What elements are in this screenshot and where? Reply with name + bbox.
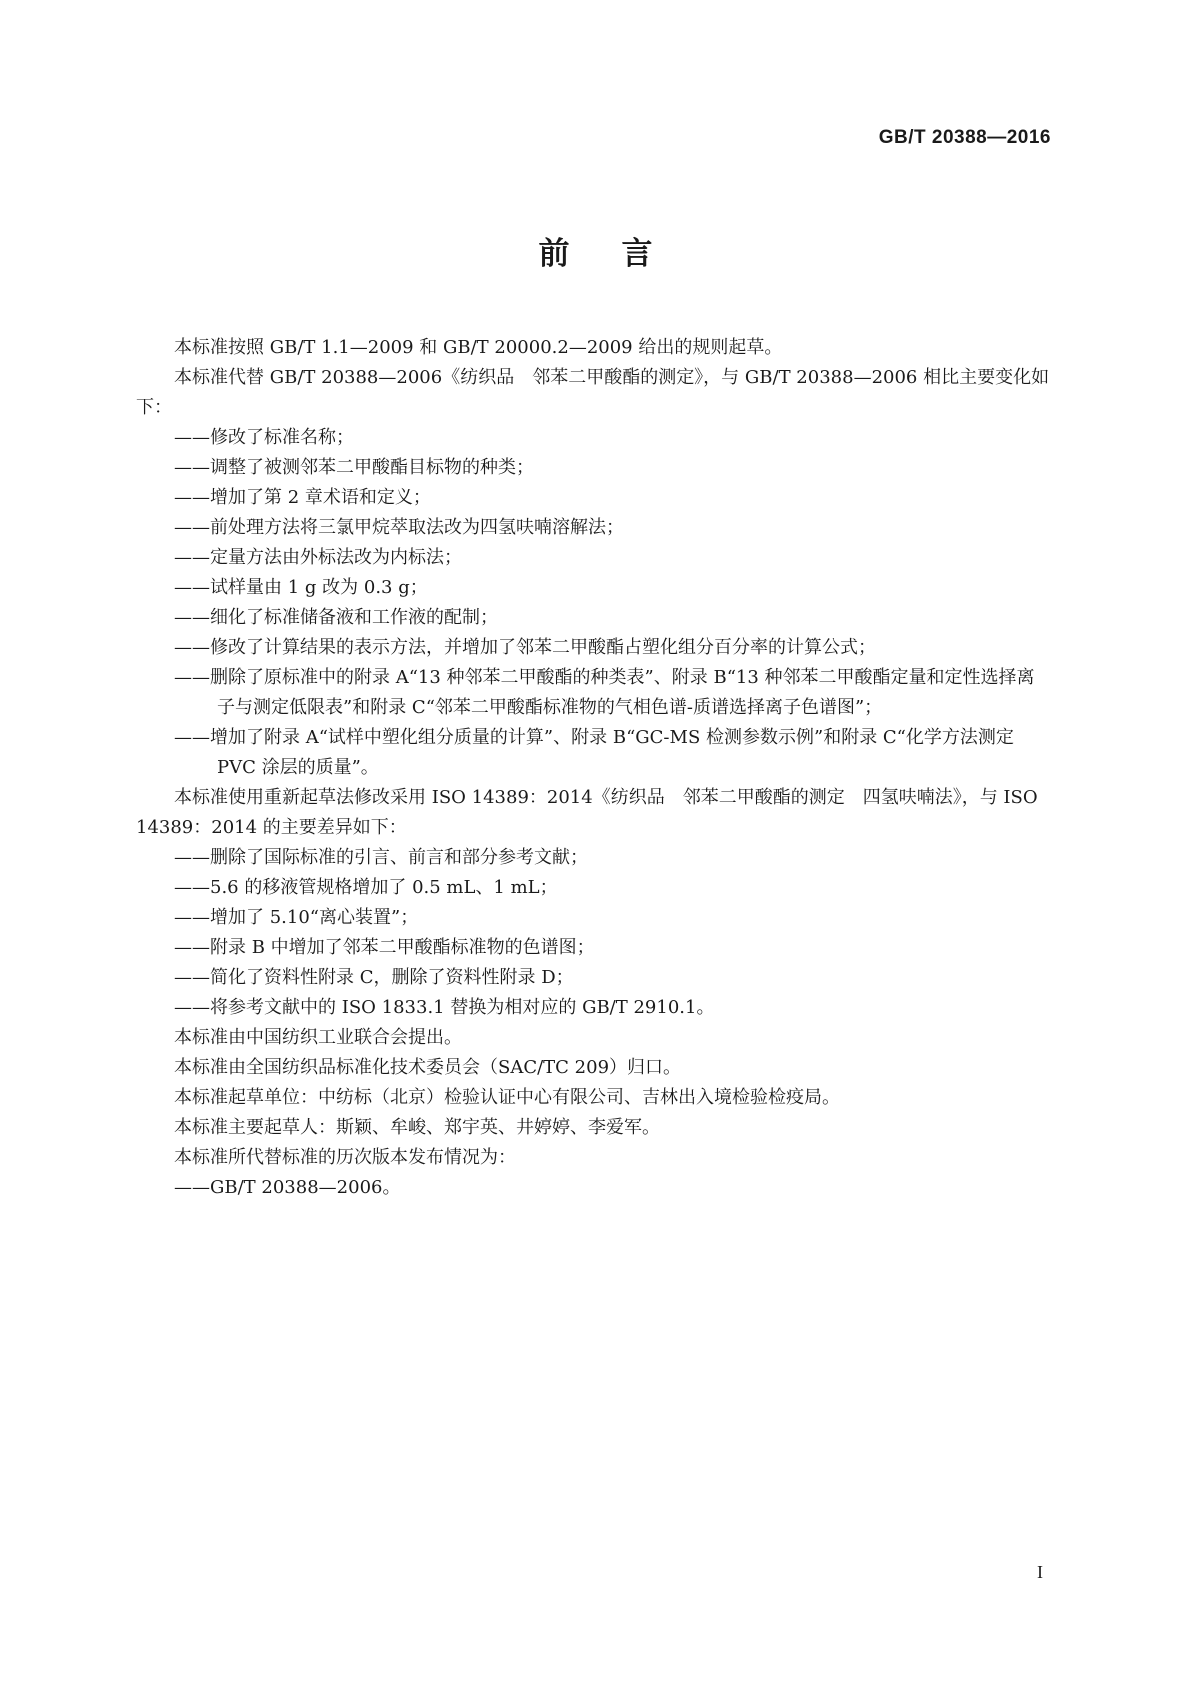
difference-item: ——5.6 的移液管规格增加了 0.5 mL、1 mL；: [174, 877, 558, 898]
paragraph-drafting-units: 本标准起草单位：中纺标（北京）检验认证中心有限公司、吉林出入境检验检疫局。: [174, 1087, 840, 1108]
foreword-body: [136, 333, 1051, 1203]
history-item: ——GB/T 20388—2006。: [174, 1177, 401, 1198]
change-item: ——修改了标准名称；: [174, 427, 354, 448]
difference-item: ——简化了资料性附录 C，删除了资料性附录 D；: [174, 967, 574, 988]
difference-item: ——将参考文献中的 ISO 1833.1 替换为相对应的 GB/T 2910.1。: [174, 997, 715, 1018]
change-item: ——调整了被测邻苯二甲酸酯目标物的种类；: [174, 457, 534, 478]
change-item: ——增加了附录 A“试样中塑化组分质量的计算”、附录 B“GC-MS 检测参数示例”和附录 C“化学方法测定 PVC 涂层的质量”。: [174, 727, 1014, 778]
paragraph-iso-adoption: 本标准使用重新起草法修改采用 ISO 14389：2014《纺织品 邻苯二甲酸酯的测定 四氢呋喃法》，与 ISO 14389：2014 的主要差异如下：: [136, 787, 1038, 838]
page-number: I: [1037, 1562, 1043, 1582]
difference-item: ——附录 B 中增加了邻苯二甲酸酯标准物的色谱图；: [174, 937, 595, 958]
difference-item: ——删除了国际标准的引言、前言和部分参考文献；: [174, 847, 588, 868]
paragraph-history-intro: 本标准所代替标准的历次版本发布情况为：: [174, 1147, 516, 1168]
difference-item: ——增加了 5.10“离心装置”；: [174, 907, 419, 928]
change-item: ——前处理方法将三氯甲烷萃取法改为四氢呋喃溶解法；: [174, 517, 624, 538]
paragraph-proposer: 本标准由中国纺织工业联合会提出。: [174, 1027, 462, 1048]
paragraph-committee: 本标准由全国纺织品标准化技术委员会（SAC/TC 209）归口。: [174, 1057, 682, 1078]
change-item: ——细化了标准储备液和工作液的配制；: [174, 607, 498, 628]
change-item: ——删除了原标准中的附录 A“13 种邻苯二甲酸酯的种类表”、附录 B“13 种邻苯二甲酸酯定量和定性选择离子与测定低限表”和附录 C“邻苯二甲酸酯标准物的气相色谱-质谱选择离子色谱图”；: [174, 667, 1035, 718]
page-title: [0, 228, 1191, 273]
change-item: ——定量方法由外标法改为内标法；: [174, 547, 462, 568]
standard-number: GB/T 20388—2016: [878, 127, 1051, 148]
change-item: ——增加了第 2 章术语和定义；: [174, 487, 431, 508]
paragraph-replaces: 本标准代替 GB/T 20388—2006《纺织品 邻苯二甲酸酯的测定》，与 GB/T 20388—2006 相比主要变化如下：: [136, 367, 1050, 418]
paragraph-drafters: 本标准主要起草人：斯颖、牟峻、郑宇英、井婷婷、李爱军。: [174, 1117, 660, 1138]
title-char-1: 前: [538, 236, 570, 272]
change-item: ——试样量由 1 g 改为 0.3 g；: [174, 577, 428, 598]
change-item: ——修改了计算结果的表示方法，并增加了邻苯二甲酸酯占塑化组分百分率的计算公式；: [174, 637, 876, 658]
title-char-2: 言: [621, 236, 653, 272]
paragraph-drafting-rules: 本标准按照 GB/T 1.1—2009 和 GB/T 20000.2—2009 给出的规则起草。: [174, 337, 783, 358]
